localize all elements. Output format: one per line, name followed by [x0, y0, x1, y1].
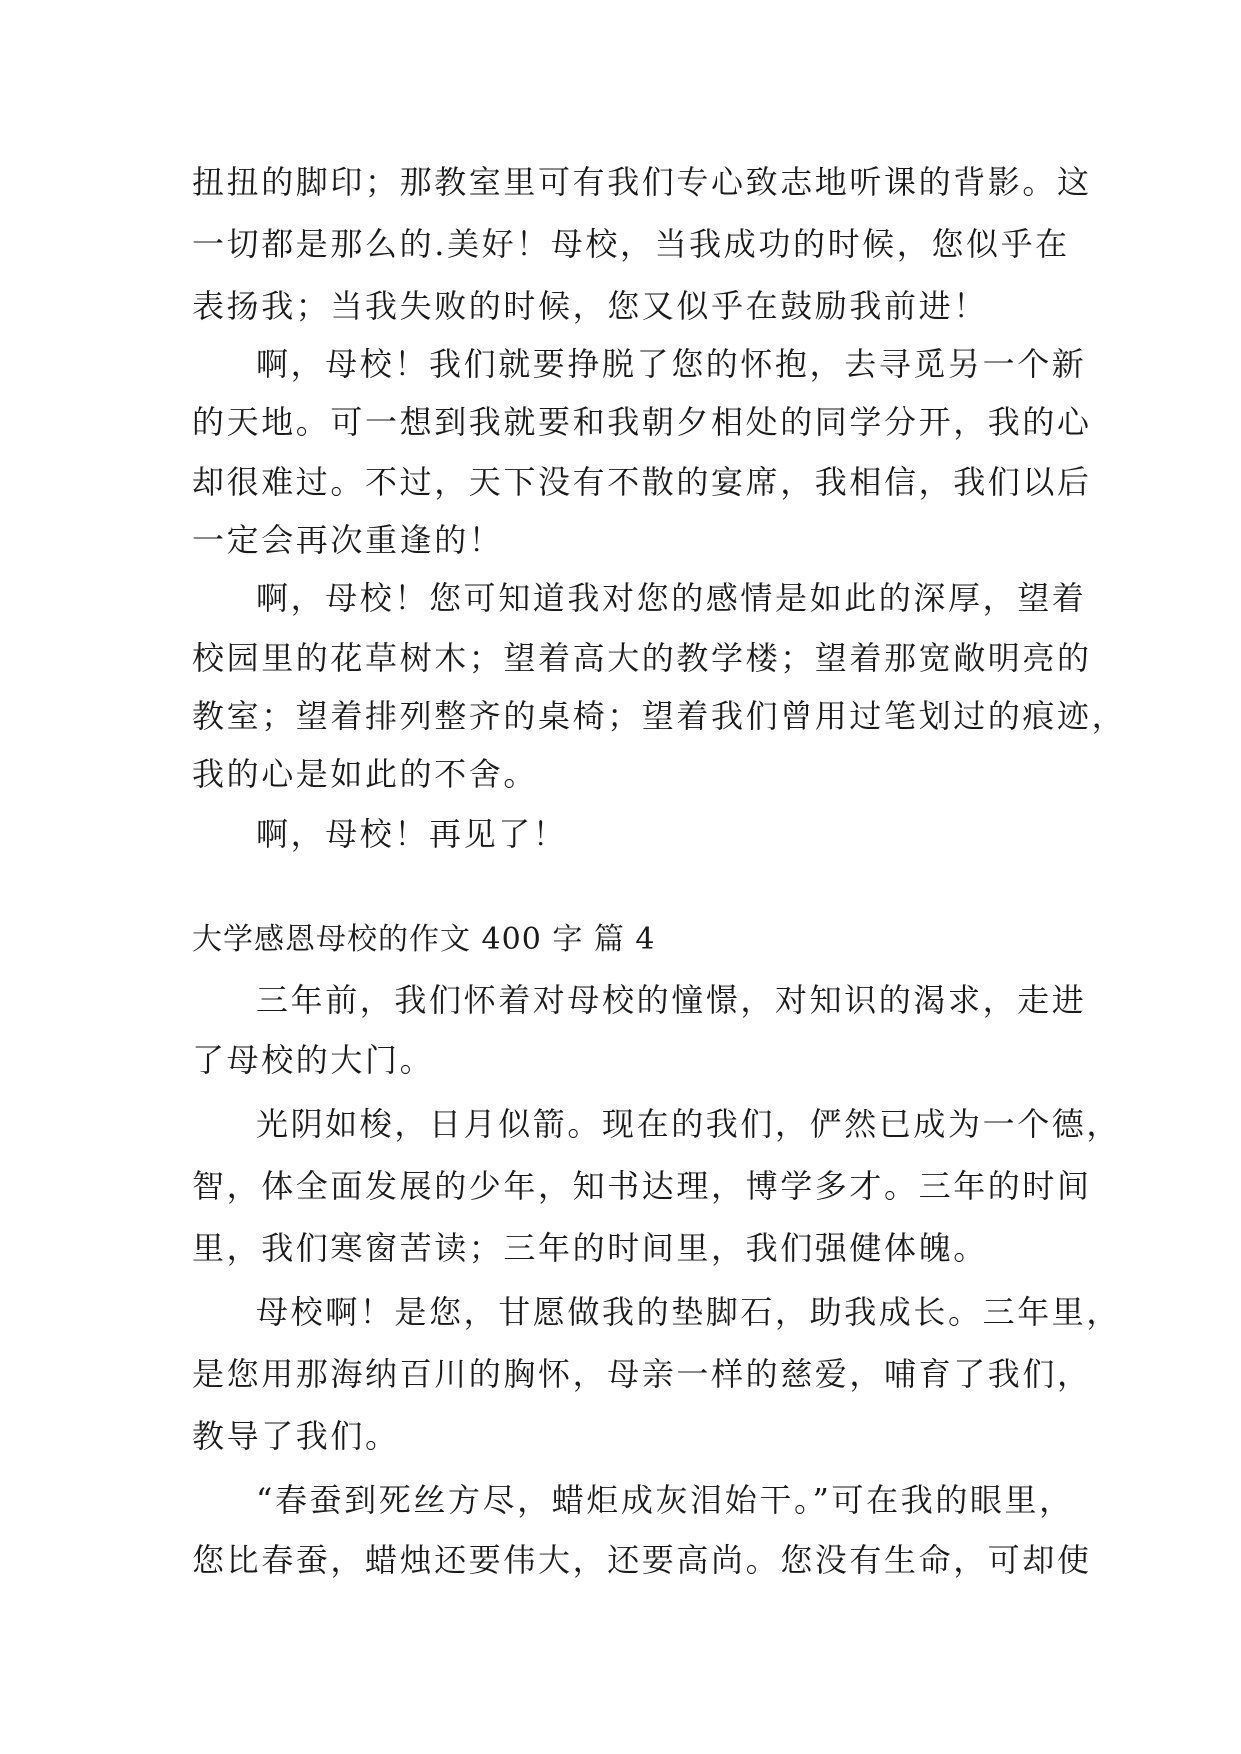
paragraph-line: 光阴如梭，日月似箭。现在的我们，俨然已成为一个德， [256, 1105, 1122, 1143]
section-heading: 大学感恩母校的作文 400 字 篇 4 [192, 922, 656, 957]
paragraph-line: 教导了我们。 [192, 1417, 400, 1455]
paragraph-line: “春蚕到死丝方尽，蜡炬成灰泪始干。”可在我的眼里， [256, 1481, 1074, 1519]
paragraph-line: 是您用那海纳百川的胸怀，母亲一样的慈爱，哺育了我们， [192, 1355, 1092, 1393]
paragraph-line: 却很难过。不过，天下没有不散的宴席，我相信，我们以后 [192, 463, 1092, 501]
paragraph-line: 母校啊！是您，甘愿做我的垫脚石，助我成长。三年里， [256, 1293, 1122, 1331]
paragraph-line: 了母校的大门。 [192, 1041, 435, 1079]
paragraph-line: 的天地。可一想到我就要和我朝夕相处的同学分开，我的心 [192, 403, 1092, 441]
paragraph-line: 您比春蚕，蜡烛还要伟大，还要高尚。您没有生命，可却使 [192, 1541, 1092, 1579]
paragraph-line: 啊，母校！再见了！ [256, 815, 568, 853]
paragraph-line: 三年前，我们怀着对母校的憧憬，对知识的渴求，走进 [256, 981, 1087, 1019]
paragraph-line: 一切都是那么的.美好！母校，当我成功的时候，您似乎在 [192, 225, 1070, 263]
paragraph-line: 表扬我；当我失败的时候，您又似乎在鼓励我前进！ [192, 287, 988, 325]
paragraph-line: 一定会再次重逢的！ [192, 521, 504, 559]
paragraph-line: 智，体全面发展的少年，知书达理，博学多才。三年的时间 [192, 1167, 1092, 1205]
paragraph-line: 教室；望着排列整齐的桌椅；望着我们曾用过笔划过的痕迹， [192, 697, 1127, 735]
paragraph-line: 啊，母校！我们就要挣脱了您的怀抱，去寻觅另一个新 [256, 345, 1087, 383]
paragraph-line: 校园里的花草树木；望着高大的教学楼；望着那宽敞明亮的 [192, 639, 1092, 677]
paragraph-line: 扭扭的脚印；那教室里可有我们专心致志地听课的背影。这 [192, 163, 1092, 201]
paragraph-line: 啊，母校！您可知道我对您的感情是如此的深厚，望着 [256, 579, 1087, 617]
paragraph-line: 我的心是如此的不舍。 [192, 755, 539, 793]
paragraph-line: 里，我们寒窗苦读；三年的时间里，我们强健体魄。 [192, 1229, 988, 1267]
